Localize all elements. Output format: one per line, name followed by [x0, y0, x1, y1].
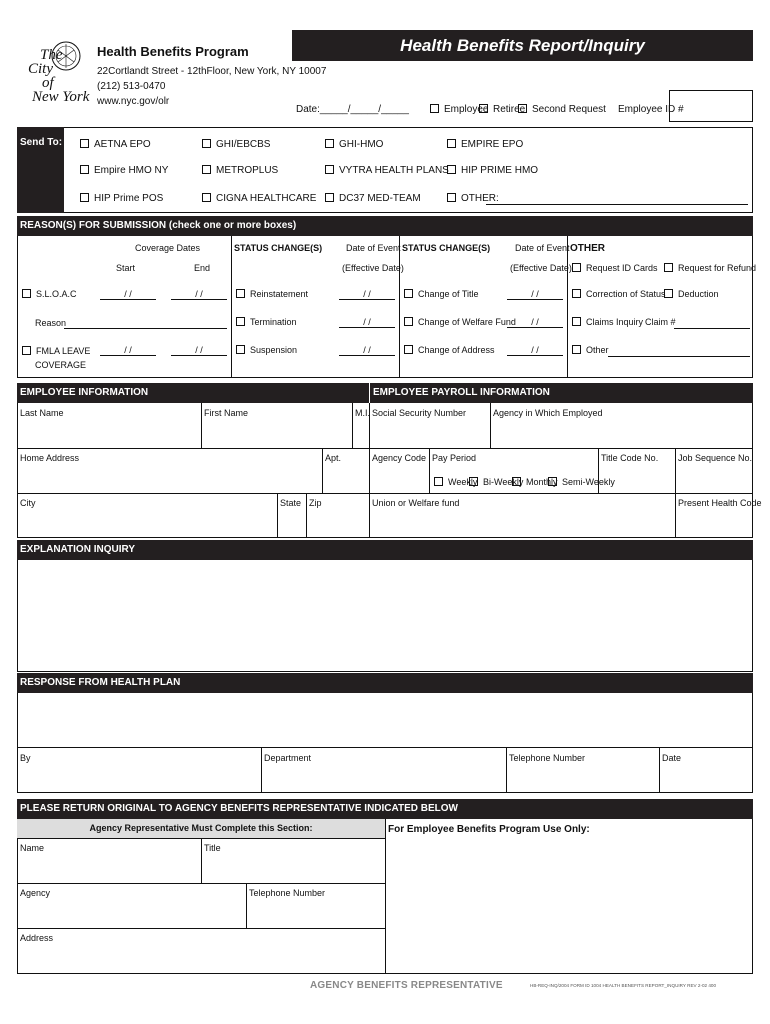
retiree-label: Retiree	[493, 104, 526, 115]
rep-title-label: Title	[204, 843, 221, 853]
reasons-divider-3	[567, 236, 568, 378]
change-welfare-checkbox[interactable]	[404, 317, 516, 327]
semimonthly-label: Semi-Weekly	[562, 477, 615, 487]
sloac-start[interactable]: / /	[100, 289, 156, 300]
fmla-end[interactable]: / /	[171, 345, 227, 356]
weekly-label: Weekly	[448, 477, 478, 487]
reinstatement-label: Reinstatement	[250, 289, 309, 299]
send-cigna[interactable]	[202, 193, 316, 204]
claims-inquiry-checkbox[interactable]	[572, 317, 643, 327]
send-dc37-label: DC37 MED-TEAM	[339, 193, 421, 204]
request-id-label: Request ID Cards	[586, 263, 658, 273]
fmla-start[interactable]: / /	[100, 345, 156, 356]
change-address-label: Change of Address	[418, 345, 495, 355]
fmla-label-1: FMLA LEAVE	[36, 346, 91, 356]
deduction-checkbox[interactable]	[664, 289, 719, 299]
info-col-apt	[322, 448, 323, 493]
info-split	[369, 403, 370, 538]
response-col-tel	[506, 747, 507, 793]
send-vytra[interactable]	[325, 165, 449, 176]
logo-text	[26, 48, 89, 104]
second-request-checkbox[interactable]	[518, 104, 606, 115]
change-address-checkbox[interactable]	[404, 345, 495, 355]
job-seq-label: Job Sequence No.	[678, 453, 753, 463]
send-hip-prime-pos-label: HIP Prime POS	[94, 193, 164, 204]
return-bar: PLEASE RETURN ORIGINAL TO AGENCY BENEFITS REPRESENTATIVE INDICATED BELOW	[17, 799, 753, 819]
employee-id-label: Employee ID #	[618, 104, 684, 115]
send-hip-prime-pos[interactable]	[80, 193, 163, 204]
request-id-checkbox[interactable]	[572, 263, 658, 273]
logo-line-1: The	[40, 47, 63, 63]
suspension-checkbox[interactable]	[236, 345, 297, 355]
union-label: Union or Welfare fund	[372, 498, 460, 508]
by-label: By	[20, 753, 31, 763]
send-other[interactable]	[447, 193, 499, 204]
state-label: State	[280, 498, 302, 508]
response-col-date	[659, 747, 660, 793]
city-label: City	[20, 498, 36, 508]
end-label: End	[194, 263, 211, 273]
effective-date-1: (Effective Date)	[342, 263, 404, 273]
send-dc37[interactable]	[325, 193, 421, 204]
return-col-tel	[246, 883, 247, 928]
zip-label: Zip	[309, 498, 322, 508]
claim-no-input[interactable]	[674, 328, 750, 329]
send-other-line[interactable]	[486, 204, 748, 205]
claims-inquiry-label: Claims Inquiry	[586, 317, 644, 327]
change-title-checkbox[interactable]	[404, 289, 479, 299]
status-change-header-2: STATUS CHANGE(S)	[402, 243, 491, 253]
rep-agency-label: Agency	[20, 888, 51, 898]
info-col-state	[277, 493, 278, 538]
program-website: www.nyc.gov/olr	[97, 96, 170, 107]
response-box[interactable]	[17, 693, 753, 793]
claim-no-label: Claim #	[645, 317, 676, 327]
start-label: Start	[116, 263, 136, 273]
send-ghi-ebcbs-label: GHI/EBCBS	[216, 139, 271, 150]
info-col-agency	[490, 403, 491, 448]
request-refund-checkbox[interactable]	[664, 263, 756, 273]
send-aetna[interactable]	[80, 139, 151, 150]
send-metroplus-label: METROPLUS	[216, 165, 279, 176]
effective-date-2: (Effective Date)	[510, 263, 572, 273]
pay-period-label: Pay Period	[432, 453, 477, 463]
home-address-label: Home Address	[20, 453, 80, 463]
request-refund-label: Request for Refund	[678, 263, 757, 273]
rep-address-label: Address	[20, 933, 54, 943]
other-header: OTHER	[570, 243, 605, 254]
send-empire-epo[interactable]	[447, 139, 523, 150]
send-other-label: OTHER:	[461, 193, 499, 204]
last-name-label: Last Name	[20, 408, 64, 418]
employee-id-input[interactable]	[669, 90, 753, 122]
change-title-date[interactable]: / /	[507, 289, 563, 300]
department-label: Department	[264, 753, 312, 763]
reasons-bar: REASON(S) FOR SUBMISSION (check one or more boxes)	[17, 216, 753, 236]
program-title: Health Benefits Program	[97, 44, 249, 59]
footer-code: HB-REQ-INQ/2004 FORM ID 1004 HEALTH BENEFITS REPORT_INQUIRY REV 2-02 400	[530, 983, 717, 988]
first-name-label: First Name	[204, 408, 249, 418]
footer-rep: AGENCY BENEFITS REPRESENTATIVE	[310, 980, 503, 991]
change-welfare-date[interactable]: / /	[507, 317, 563, 328]
apt-label: Apt.	[325, 453, 342, 463]
program-phone: (212) 513-0470	[97, 81, 166, 92]
send-empire-hmo[interactable]	[80, 165, 168, 176]
rep-name-label: Name	[20, 843, 45, 853]
status-change-header-1: STATUS CHANGE(S)	[234, 243, 323, 253]
program-address: 22Cortlandt Street - 12thFloor, New York, NY 10007	[97, 66, 327, 77]
sloac-label: S.L.O.A.C	[36, 289, 77, 299]
correction-status-checkbox[interactable]	[572, 289, 666, 299]
other-input[interactable]	[608, 356, 750, 357]
biweekly-label: Bi-Weekly	[483, 477, 524, 487]
info-col-mi	[352, 403, 353, 448]
send-metroplus[interactable]	[202, 165, 278, 176]
date-of-event-1: Date of Event	[346, 243, 401, 253]
send-aetna-label: AETNA EPO	[94, 139, 151, 150]
explanation-bar: EXPLANATION INQUIRY	[17, 540, 753, 560]
rep-telephone-label: Telephone Number	[249, 888, 326, 898]
date-field[interactable]: Date:_____/_____/_____	[296, 104, 409, 115]
date-of-event-2: Date of Event	[515, 243, 570, 253]
return-split	[385, 819, 386, 974]
monthly-label: Monthly	[526, 477, 558, 487]
form-title: Health Benefits Report/Inquiry	[400, 36, 645, 55]
coverage-dates-label: Coverage Dates	[135, 243, 201, 253]
send-empire-epo-label: EMPIRE EPO	[461, 139, 524, 150]
logo-line-2: City	[28, 61, 53, 77]
response-row-line	[17, 747, 753, 748]
semimonthly-checkbox[interactable]	[548, 477, 615, 487]
send-ghi-ebcbs[interactable]	[202, 139, 270, 150]
agency-employed-label: Agency in Which Employed	[493, 408, 603, 418]
response-col-dept	[261, 747, 262, 793]
send-hip-prime-hmo-label: HIP PRIME HMO	[461, 165, 539, 176]
change-welfare-label: Change of Welfare Fund	[418, 317, 516, 327]
response-bar: RESPONSE FROM HEALTH PLAN	[17, 673, 753, 693]
reasons-divider-1	[231, 236, 232, 378]
reinstatement-checkbox[interactable]	[236, 289, 308, 299]
termination-date[interactable]: / /	[339, 317, 395, 328]
other-checkbox[interactable]	[572, 345, 609, 355]
sloac-end[interactable]: / /	[171, 289, 227, 300]
employee-label: Employee	[444, 104, 489, 115]
sloac-checkbox[interactable]	[22, 289, 77, 299]
employee-info-box	[17, 403, 753, 538]
change-title-label: Change of Title	[418, 289, 479, 299]
termination-checkbox[interactable]	[236, 317, 297, 327]
suspension-label: Suspension	[250, 345, 298, 355]
reasons-divider-2	[399, 236, 400, 378]
send-hip-prime-hmo[interactable]	[447, 165, 538, 176]
form-title-bar	[292, 30, 753, 61]
info-row-line-1	[17, 448, 753, 449]
employee-info-bar: EMPLOYEE INFORMATION	[17, 383, 369, 403]
agency-must-label: Agency Representative Must Complete this Section:	[89, 823, 313, 833]
return-row-2	[17, 883, 385, 884]
return-row-3	[17, 928, 385, 929]
reinstatement-date[interactable]: / /	[339, 289, 395, 300]
logo-line-3: of	[42, 75, 54, 91]
explanation-input[interactable]	[17, 560, 753, 672]
agency-code-label: Agency Code	[372, 453, 427, 463]
title-code-label: Title Code No.	[601, 453, 659, 463]
fmla-checkbox[interactable]	[22, 344, 90, 372]
correction-status-label: Correction of Status	[586, 289, 666, 299]
send-to-label: Send To:	[20, 137, 63, 148]
return-col-title	[201, 838, 202, 883]
logo-line-4: New York	[32, 89, 90, 105]
send-vytra-label: VYTRA HEALTH PLANS	[339, 165, 449, 176]
deduction-label: Deduction	[678, 289, 719, 299]
reason-input[interactable]	[64, 328, 227, 329]
info-row-line-2	[17, 493, 753, 494]
program-use-label: For Employee Benefits Program Use Only:	[388, 824, 590, 835]
info-col-first	[201, 403, 202, 448]
change-address-date[interactable]: / /	[507, 345, 563, 356]
reason-label: Reason	[35, 318, 67, 328]
suspension-date[interactable]: / /	[339, 345, 395, 356]
send-ghi-hmo[interactable]	[325, 139, 383, 150]
date-label: Date	[662, 753, 682, 763]
telephone-label: Telephone Number	[509, 753, 586, 763]
send-to-label-bar	[17, 127, 64, 213]
other-label: Other	[586, 345, 609, 355]
send-empire-hmo-label: Empire HMO NY	[94, 165, 169, 176]
payroll-info-bar: EMPLOYEE PAYROLL INFORMATION	[369, 383, 753, 403]
health-code-label: Present Health Code	[678, 498, 762, 508]
second-request-label: Second Request	[532, 104, 606, 115]
send-cigna-label: CIGNA HEALTHCARE	[216, 193, 317, 204]
mi-label: M.I.	[355, 408, 370, 418]
termination-label: Termination	[250, 317, 297, 327]
send-ghi-hmo-label: GHI-HMO	[339, 139, 384, 150]
info-col-zip	[306, 493, 307, 538]
fmla-label-2: COVERAGE	[35, 360, 87, 370]
info-col-paycode	[429, 448, 430, 493]
agency-must-bar	[17, 819, 385, 838]
ssn-label: Social Security Number	[372, 408, 467, 418]
info-col-jobseq	[675, 448, 676, 538]
